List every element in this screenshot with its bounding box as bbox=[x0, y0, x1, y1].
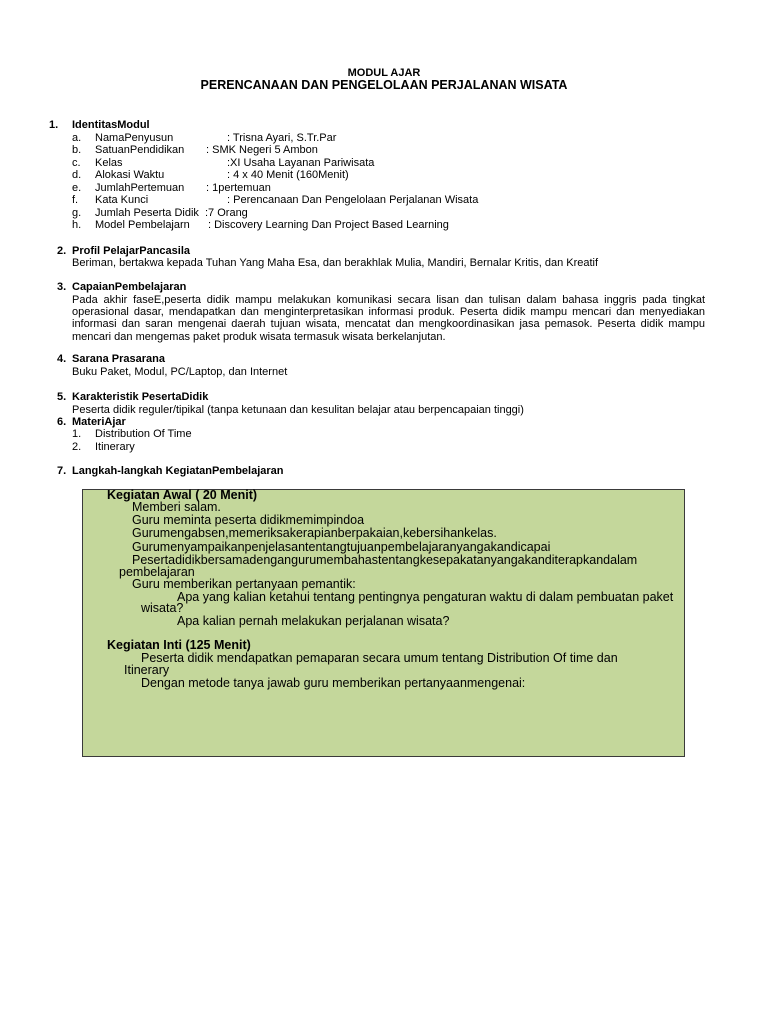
identity-letter: h. bbox=[72, 219, 82, 231]
sarana-text: Buku Paket, Modul, PC/Laptop, dan Internet bbox=[72, 366, 288, 378]
activity-line: Memberi salam. bbox=[132, 500, 221, 514]
document-title: PERENCANAAN DAN PENGELOLAAN PERJALANAN WISATA bbox=[200, 78, 568, 92]
section-1-number: 1. bbox=[49, 119, 59, 131]
document-label: MODUL AJAR bbox=[347, 67, 421, 79]
section-3-title: CapaianPembelajaran bbox=[72, 281, 187, 293]
section-7-number: 7. bbox=[57, 465, 67, 477]
identity-letter: d. bbox=[72, 169, 82, 181]
activity-line: Guru memberikan pertanyaan pemantik: bbox=[132, 577, 356, 591]
section-1-title: IdentitasModul bbox=[72, 119, 150, 131]
identity-value: : 4 x 40 Menit (160Menit) bbox=[227, 169, 349, 181]
identity-label: Alokasi Waktu bbox=[95, 169, 165, 181]
karakteristik-text: Peserta didik reguler/tipikal (tanpa ketunaan dan kesulitan belajar atau berpencapaian tinggi) bbox=[72, 404, 524, 416]
identity-value: : Discovery Learning Dan Project Based Learning bbox=[208, 219, 449, 231]
identity-letter: b. bbox=[72, 144, 82, 156]
identity-label: JumlahPertemuan bbox=[95, 182, 185, 194]
identity-letter: g. bbox=[72, 207, 82, 219]
pemantik-question-cont: wisata? bbox=[141, 601, 184, 615]
section-7-title: Langkah-langkah KegiatanPembelajaran bbox=[72, 465, 284, 477]
identity-label: Kata Kunci bbox=[95, 194, 149, 206]
section-4-title: Sarana Prasarana bbox=[72, 353, 165, 365]
identity-label: Kelas bbox=[95, 157, 123, 169]
kegiatan-awal-title: Kegiatan Awal ( 20 Menit) bbox=[107, 488, 258, 502]
capaian-paragraph: Pada akhir faseE,peserta didik mampu melakukan komunikasi secara lisan dan tulisan dalam bahasa inggris pada tingkat operasional dasar, mendapatkan dan menginterpretasikan informasi produk. Peserta didik mampu mencari dan menyediakan informasi dan saran mengenai daerah tujuan wisata, mencatat dan mengkoordinasikan jasa pemasok. Peserta didik mampu mencari dan mengemas paket produk wisata termasuk wisata berkelanjutan. bbox=[72, 294, 705, 343]
identity-value: : Perencanaan Dan Pengelolaan Perjalanan Wisata bbox=[227, 194, 479, 206]
identity-letter: f. bbox=[72, 194, 79, 206]
identity-value: : SMK Negeri 5 Ambon bbox=[206, 144, 318, 156]
identity-value: :7 Orang bbox=[205, 207, 248, 219]
section-5-title: Karakteristik PesertaDidik bbox=[72, 391, 209, 403]
activity-line: Guru meminta peserta didikmemimpindoa bbox=[132, 513, 365, 527]
activity-line: Dengan metode tanya jawab guru memberikan pertanyaanmengenai: bbox=[141, 676, 526, 690]
section-6-number: 6. bbox=[57, 416, 67, 428]
materi-number: 1. bbox=[72, 428, 82, 440]
activity-line: Pesertadidikbersamadengangurumembahastentangkesepakatanyangakanditerapkandalam bbox=[132, 553, 638, 567]
materi-item: Itinerary bbox=[95, 441, 135, 453]
activity-box bbox=[82, 489, 685, 757]
activity-line: Peserta didik mendapatkan pemaparan secara umum tentang Distribution Of time dan bbox=[141, 651, 618, 665]
section-2-number: 2. bbox=[57, 245, 67, 257]
identity-value: : Trisna Ayari, S.Tr.Par bbox=[227, 132, 337, 144]
identity-label: Model Pembelajarn bbox=[95, 219, 190, 231]
identity-value: :XI Usaha Layanan Pariwisata bbox=[227, 157, 375, 169]
section-3-number: 3. bbox=[57, 281, 67, 293]
pemantik-question: Apa yang kalian ketahui tentang pentingnya pengaturan waktu di dalam pembuatan paket bbox=[177, 590, 674, 604]
identity-letter: a. bbox=[72, 132, 82, 144]
identity-value: : 1pertemuan bbox=[206, 182, 271, 194]
kegiatan-inti-title: Kegiatan Inti (125 Menit) bbox=[107, 638, 251, 652]
identity-letter: c. bbox=[72, 157, 81, 169]
activity-line: Gurumengabsen,memeriksakerapianberpakaian,kebersihankelas. bbox=[132, 526, 497, 540]
identity-letter: e. bbox=[72, 182, 82, 194]
activity-line: Itinerary bbox=[124, 663, 170, 677]
section-2-title: Profil PelajarPancasila bbox=[72, 245, 191, 257]
activity-line: pembelajaran bbox=[119, 565, 195, 579]
section-6-title: MateriAjar bbox=[72, 416, 126, 428]
identity-label: NamaPenyusun bbox=[95, 132, 174, 144]
section-5-number: 5. bbox=[57, 391, 67, 403]
pemantik-question: Apa kalian pernah melakukan perjalanan wisata? bbox=[177, 614, 450, 628]
activity-line: Gurumenyampaikanpenjelasantentangtujuanpembelajaranyangakandicapai bbox=[132, 540, 551, 554]
identity-label: SatuanPendidikan bbox=[95, 144, 185, 156]
identity-label: Jumlah Peserta Didik bbox=[95, 207, 199, 219]
materi-number: 2. bbox=[72, 441, 82, 453]
materi-item: Distribution Of Time bbox=[95, 428, 192, 440]
section-4-number: 4. bbox=[57, 353, 67, 365]
profil-text: Beriman, bertakwa kepada Tuhan Yang Maha Esa, dan berakhlak Mulia, Mandiri, Bernalar Kritis, dan Kreatif bbox=[72, 257, 599, 269]
